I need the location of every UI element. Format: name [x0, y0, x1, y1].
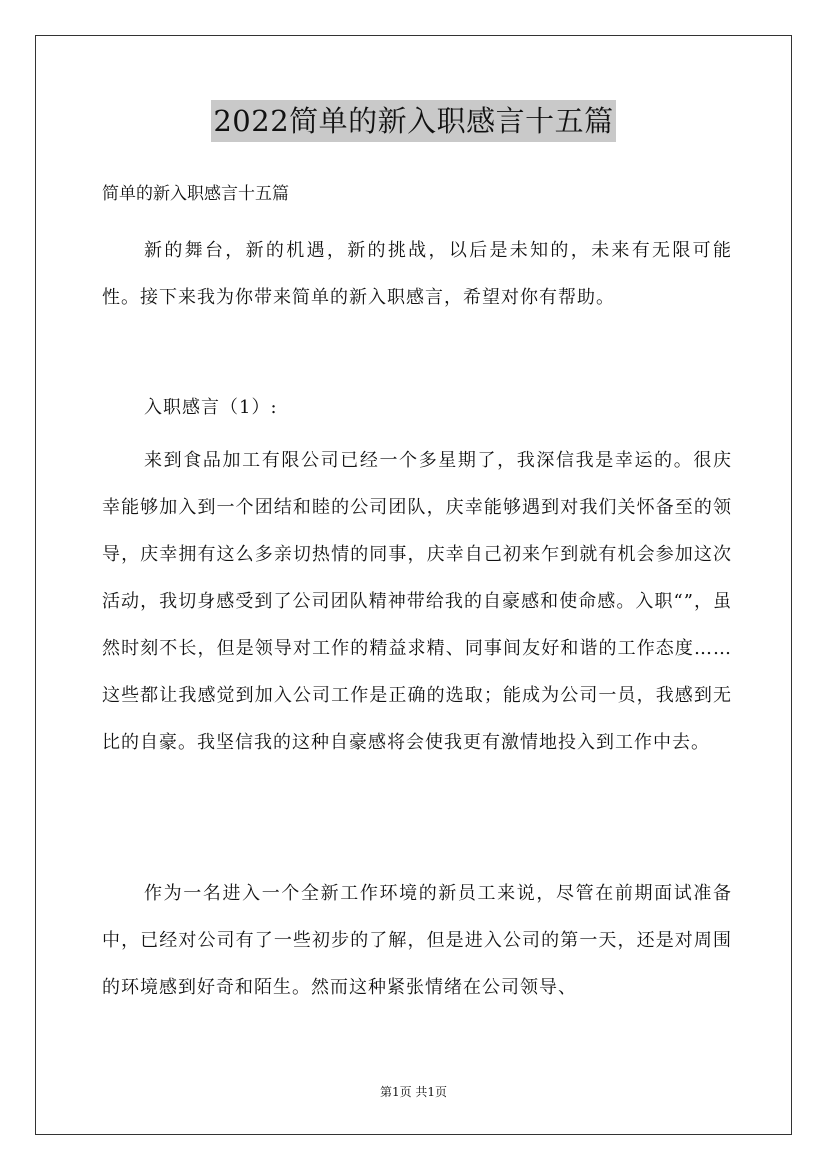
body-paragraph: 来到食品加工有限公司已经一个多星期了，我深信我是幸运的。很庆幸能够加入到一个团结和睦的公司团队，庆幸能够遇到对我们关怀备至的领导，庆幸拥有这么多亲切热情的同事，庆幸自己初来乍到就有机会参加这次活动，我切身感受到了公司团队精神带给我的自豪感和使命感。入职“”，虽然时刻不长，但是领导对工作的精益求精、同事间友好和谐的工作态度……这些都让我感觉到加入公司工作是正确的选取；能成为公司一员，我感到无比的自豪。我坚信我的这种自豪感将会使我更有激情地投入到工作中去。 [102, 450, 732, 753]
title-container [0, 100, 827, 142]
document-subtitle: 简单的新入职感言十五篇 [102, 184, 289, 204]
intro-paragraph: 新的舞台，新的机遇，新的挑战，以后是未知的，未来有无限可能性。接下来我为你带来简单的新入职感言，希望对你有帮助。 [102, 240, 732, 308]
document-title: 2022简单的新入职感言十五篇 [211, 100, 615, 142]
body-paragraph: 作为一名进入一个全新工作环境的新员工来说，尽管在前期面试准备中，已经对公司有了一些初步的了解，但是进入公司的第一天，还是对周围的环境感到好奇和陌生。然而这种紧张情绪在公司领导、 [102, 883, 732, 998]
page-footer: 第1页 共1页 [379, 1085, 448, 1099]
section-heading: 入职感言（1）: [144, 397, 278, 418]
